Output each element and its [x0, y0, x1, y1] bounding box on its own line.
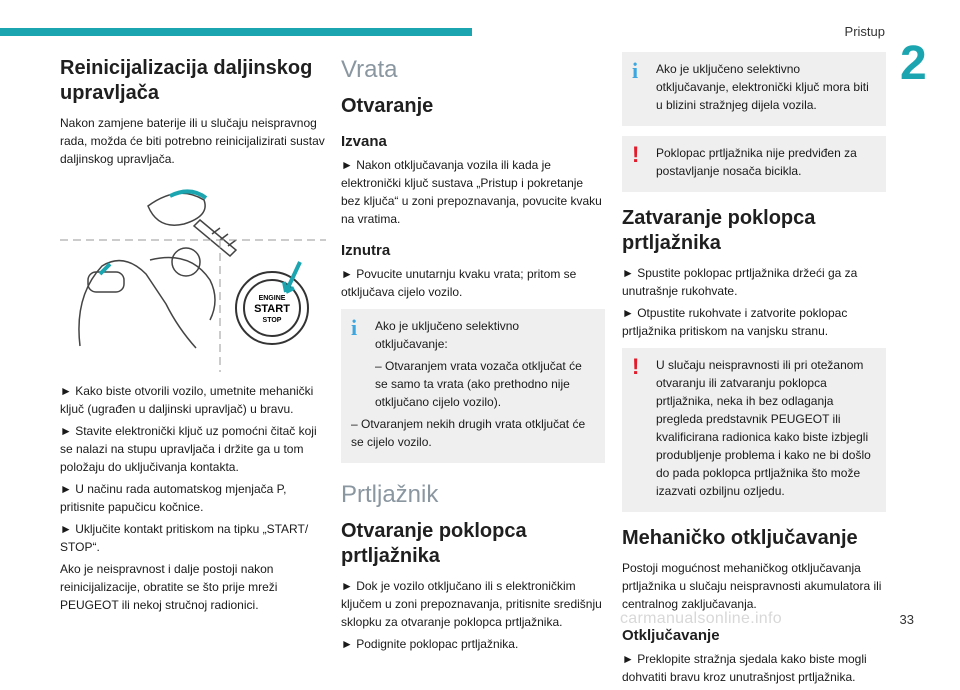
chapter-heading-prtljaznik: Prtljažnik — [341, 481, 439, 508]
subsection-iznutra: Iznutra — [341, 242, 391, 259]
iznutra-text: ► Povucite unutarnju kvaku vrata; pritom se otključava cijelo vozilo. — [341, 267, 577, 299]
running-title: Pristup — [844, 24, 885, 39]
watermark: carmanualsonline.info — [620, 610, 782, 627]
header-accent-bar — [0, 28, 472, 36]
otvaranje-poklopca-text-2: ► Podignite poklopac prtljažnika. — [341, 637, 519, 651]
otkljucavanje-text: ► Preklopite stražnja sjedala kako biste mogli dohvatiti bravu kroz unutrašnjost prtljažnika. — [622, 652, 867, 684]
chapter-number: 2 — [900, 37, 927, 90]
svg-text:ENGINE: ENGINE — [258, 295, 286, 302]
svg-text:STOP: STOP — [262, 317, 282, 324]
column-3 — [622, 52, 886, 690]
warning-box: ! Poklopac prtljažnika nije predviđen za postavljanje nosača bicikla. — [622, 136, 886, 192]
reinit-outro: Ako je neispravnost i dalje postoji nakon reinicijalizacije, obratite se što prije mreži PEUGEOT ili nekoj stručnoj radionici. — [60, 562, 278, 612]
info-box: i Ako je uključeno selektivno otključavanje, elektronički ključ mora biti u blizini stražnjeg dijela vozila. — [622, 52, 886, 126]
section-title-otvaranje: Otvaranje — [341, 95, 434, 117]
key-insert-drawing — [148, 193, 236, 256]
arrow-icon — [284, 262, 300, 292]
section-title-zatvaranje: Zatvaranje poklopca prtljažnika — [622, 207, 816, 254]
section-title-reinit: Reinicijalizacija daljinskog upravljača — [60, 57, 313, 104]
arrow-icon — [170, 191, 206, 198]
info-box: i Ako je uključeno selektivno otključavanje: – Otvaranjem vrata vozača otključat će se samo ta vrata (ako prethodno nije otključano cijelo vozilo). – Otvaranjem nekih drugih vrata otključat će se cijelo vozilo. — [341, 309, 605, 463]
info-icon: i — [351, 315, 358, 340]
reinit-intro: Nakon zamjene baterije ili u slučaju neispravnog rada, možda će biti potrebno reinicijalizirati sustav daljinskog upravljača. — [60, 116, 325, 166]
svg-text:START: START — [254, 303, 290, 315]
info-icon: i — [632, 58, 639, 83]
section-title-mehanicko: Mehaničko otključavanje — [622, 527, 858, 549]
reinit-step: ► Uključite kontakt pritiskom na tipku „START/ STOP“. — [60, 522, 309, 554]
engine-start-button — [236, 262, 308, 344]
subsection-otkljucavanje: Otključavanje — [622, 627, 720, 644]
zatvaranje-step: ► Otpustite rukohvate i zatvorite poklopac prtljažnika pritiskom na vanjsku stranu. — [622, 306, 848, 338]
warning-icon: ! — [632, 142, 640, 167]
column-2 — [341, 52, 605, 657]
chapter-heading-vrata: Vrata — [341, 56, 398, 83]
hand-with-key-drawing — [79, 248, 215, 348]
otvaranje-poklopca-text: ► Dok je vozilo otključano ili s elektroničkim ključem u zoni prepoznavanja, pritisnite središnju sklopku za otvaranje poklopca prtljažnika. — [341, 579, 602, 629]
section-title-otvaranje-poklopca: Otvaranje poklopca prtljažnika — [341, 520, 527, 567]
reinit-step: ► Stavite elektronički ključ uz pomoćni čitač koji se nalazi na stupu upravljača i držite ga u tom položaju do uključivanja kontakta. — [60, 424, 317, 474]
izvana-text: ► Nakon otključavanja vozila ili kada je elektronički ključ sustava „Pristup i pokretanje bez ključa“ u zoni prepoznavanja, povucite kvaku na vratima. — [341, 158, 602, 226]
reinit-illustration — [60, 176, 326, 376]
subsection-izvana: Izvana — [341, 133, 387, 150]
zatvaranje-step: ► Spustite poklopac prtljažnika držeći ga za unutrašnje rukohvate. — [622, 266, 858, 298]
reinit-step: ► U načinu rada automatskog mjenjača P, pritisnite papučicu kočnice. — [60, 482, 287, 514]
reinit-step: ► Kako biste otvorili vozilo, umetnite mehanički ključ (ugrađen u daljinski upravljač) u bravu. — [60, 384, 314, 416]
warning-icon: ! — [632, 354, 640, 379]
column-1 — [60, 52, 326, 618]
page-number: 33 — [899, 612, 914, 627]
warning-box: ! U slučaju neispravnosti ili pri otežanom otvaranju ili zatvaranju poklopca prtljažnika, neka ih bez odlaganja pregleda predstavnik PEUGEOT ili kvalificirana radionica kako biste izbjegli produbljenje problema i kako ne bi došlo do pada poklopca prtljažnika što može izazvati ozbiljnu ozljedu. — [622, 348, 886, 512]
mehanicko-text: Postoji mogućnost mehaničkog otključavanja prtljažnika u slučaju neispravnosti akumulatora ili centralnog zaključavanja. — [622, 561, 882, 611]
